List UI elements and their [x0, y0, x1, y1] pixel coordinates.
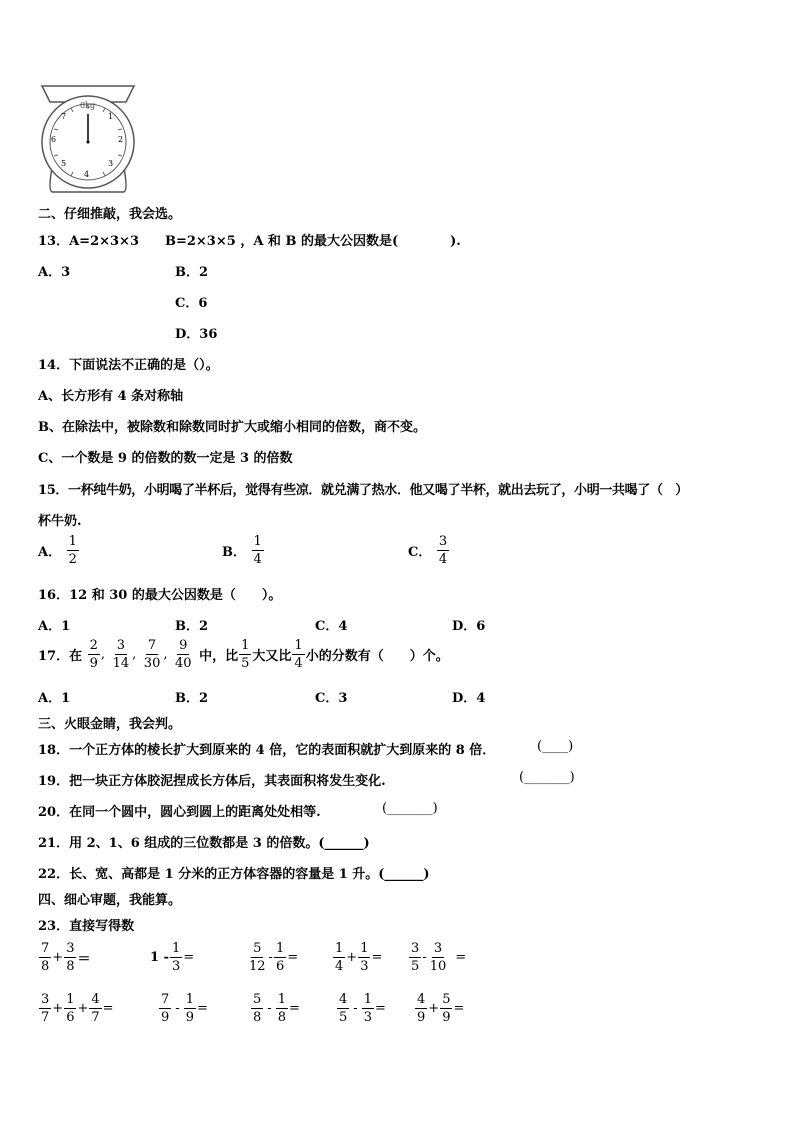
option-letter: C．	[408, 545, 432, 560]
operator: +	[52, 950, 64, 965]
denominator: 14	[112, 656, 130, 671]
operator: +	[428, 1001, 440, 1016]
scale-number-1: 1	[108, 112, 114, 121]
question-15-option-a	[38, 535, 80, 566]
question-16-option-b: B．2	[175, 619, 209, 634]
numerator: 7	[41, 941, 50, 956]
scale-number-2: 2	[118, 135, 124, 144]
question-18-blank[interactable]: (____)	[537, 739, 574, 754]
q17-mid1: 中，比	[199, 649, 239, 664]
equals: =	[183, 950, 195, 965]
fraction	[437, 535, 449, 566]
scale-number-7: 7	[61, 112, 67, 121]
denominator: 9	[442, 1010, 451, 1025]
fraction	[292, 639, 304, 670]
denominator: 9	[417, 1010, 426, 1025]
numerator: 1	[360, 941, 369, 956]
numerator: 1	[185, 992, 194, 1007]
numerator: 5	[253, 992, 262, 1007]
fraction	[252, 535, 264, 566]
denominator: 5	[241, 656, 250, 671]
question-13-option-c: C．6	[175, 296, 208, 311]
question-16-option-c: C．4	[315, 619, 348, 634]
operator: -	[353, 1001, 358, 1016]
calc-expression-r1-2	[150, 942, 194, 973]
numerator: 3	[411, 941, 420, 956]
section-heading-calc: 四、细心审题，我能算。	[38, 893, 182, 908]
scale-number-4: 4	[84, 170, 90, 179]
fraction	[184, 993, 196, 1024]
fraction	[239, 639, 251, 670]
calc-expression-r1-5	[408, 942, 466, 973]
fraction	[89, 993, 101, 1024]
fraction	[39, 993, 51, 1024]
denominator: 6	[66, 1010, 75, 1025]
fraction	[362, 993, 374, 1024]
question-14-option-b: B、在除法中，被除数和除数同时扩大或缩小相同的倍数，商不变。	[38, 420, 426, 435]
question-15-option-c	[408, 535, 450, 566]
question-16-stem: 16．12 和 30 的最大公因数是（ ）。	[38, 588, 282, 603]
numerator: 1	[277, 992, 286, 1007]
q17-post: 小的分数有（ ）个。	[305, 649, 449, 664]
fraction	[415, 993, 427, 1024]
denominator: 5	[411, 959, 420, 974]
numerator: 9	[179, 638, 188, 653]
equals: =	[288, 1001, 300, 1016]
q17-mid2: 大又比	[252, 649, 292, 664]
equals: =	[455, 950, 467, 965]
operator: -	[267, 1001, 272, 1016]
question-19-blank[interactable]: (_______)	[519, 770, 575, 785]
question-17-option-c: C．3	[315, 691, 348, 706]
numerator: 1	[253, 534, 262, 549]
fraction	[159, 993, 171, 1024]
numerator: 3	[66, 941, 75, 956]
fraction	[111, 639, 132, 670]
numerator: 7	[161, 992, 170, 1007]
numerator: 2	[89, 638, 98, 653]
question-14-option-a: A、长方形有 4 条对称轴	[38, 389, 184, 404]
comma: ,	[163, 647, 168, 662]
fraction	[247, 942, 268, 973]
question-17-stem	[38, 639, 449, 670]
question-14-option-c: C、一个数是 9 的倍数的数一定是 3 的倍数	[38, 451, 293, 466]
denominator: 10	[429, 959, 447, 974]
fraction	[64, 942, 76, 973]
comma: ,	[100, 647, 106, 662]
numerator: 3	[433, 941, 443, 956]
question-22-stem: 22．长、宽、高都是 1 分米的正方体容器的容量是 1 升。(______)	[38, 867, 430, 882]
question-16-option-a: A．1	[38, 619, 71, 634]
denominator: 30	[143, 656, 161, 671]
fraction	[39, 942, 51, 973]
fraction	[337, 993, 349, 1024]
denominator: 4	[294, 656, 303, 671]
numerator: 5	[253, 941, 262, 956]
question-13-option-d: D．36	[175, 327, 218, 342]
denominator: 4	[253, 552, 262, 567]
denominator: 8	[66, 959, 75, 974]
denominator: 7	[41, 1010, 50, 1025]
numerator: 1	[275, 941, 285, 956]
equals: =	[453, 1001, 465, 1016]
fraction	[428, 942, 449, 973]
scale-number-3: 3	[108, 159, 114, 168]
operator: +	[346, 950, 358, 965]
denominator: 4	[438, 552, 448, 567]
calc-expression-r1-4	[332, 942, 382, 973]
comma: ,	[132, 647, 137, 662]
scale-number-6: 6	[51, 135, 57, 144]
equals: =	[102, 1001, 114, 1016]
denominator: 9	[89, 656, 98, 671]
fraction	[440, 993, 452, 1024]
fraction	[274, 942, 286, 973]
operator: -	[175, 1001, 180, 1016]
numerator: 3	[438, 534, 448, 549]
numerator: 1	[241, 638, 250, 653]
question-13-option-b: B．2	[175, 265, 209, 280]
question-23-stem: 23．直接写得数	[38, 919, 135, 934]
numerator: 3	[116, 638, 125, 653]
fraction	[358, 942, 370, 973]
question-13-stem: 13．A=2×3×3 B=2×3×5 ，A 和 B 的最大公因数是( ).	[38, 234, 461, 249]
denominator: 3	[360, 959, 369, 974]
numerator: 5	[442, 992, 451, 1007]
question-17-option-d: D．4	[452, 691, 486, 706]
denominator: 4	[335, 959, 344, 974]
calc-expression-r1-1	[38, 942, 90, 973]
question-17-option-a: A．1	[38, 691, 71, 706]
denominator: 3	[363, 1010, 372, 1025]
equals: =	[287, 950, 299, 965]
numerator: 1	[68, 534, 77, 549]
denominator: 7	[91, 1010, 100, 1025]
fraction	[333, 942, 345, 973]
denominator: 9	[185, 1010, 194, 1025]
fraction	[276, 993, 288, 1024]
operator: +	[52, 1001, 64, 1016]
question-14-stem: 14．下面说法不正确的是（）。	[38, 358, 219, 373]
fraction	[64, 993, 76, 1024]
denominator: 8	[41, 959, 50, 974]
numerator: 4	[339, 992, 348, 1007]
fraction	[173, 639, 194, 670]
calc-expression-r2-3	[250, 993, 300, 1024]
prefix: 1 -	[150, 950, 169, 965]
question-18-stem: 18．一个正方体的棱长扩大到原来的 4 倍，它的表面积就扩大到原来的 8 倍．	[38, 743, 496, 758]
question-17-option-b: B．2	[175, 691, 209, 706]
calc-expression-r1-3	[246, 942, 298, 973]
option-letter: A．	[38, 545, 62, 560]
equals: =	[374, 1001, 386, 1016]
question-15-stem-line1: 15．一杯纯牛奶，小明喝了半杯后，觉得有些凉．就兑满了热水．他又喝了半杯，就出去玩了，小明一共喝了（ ）	[38, 483, 688, 498]
numerator: 4	[91, 992, 100, 1007]
question-19-stem: 19．把一块正方体胶泥捏成长方体后，其表面积将发生变化.	[38, 774, 386, 789]
question-16-option-d: D．6	[452, 619, 486, 634]
fraction	[142, 639, 163, 670]
option-letter: B．	[222, 545, 246, 560]
section-heading-judge: 三、火眼金睛，我会判。	[38, 717, 182, 732]
calc-expression-r2-2	[158, 993, 208, 1024]
fraction	[409, 942, 421, 973]
scale-number-5: 5	[61, 159, 67, 168]
denominator: 12	[249, 959, 266, 974]
denominator: 6	[275, 959, 285, 974]
numerator: 1	[363, 992, 372, 1007]
scale-zero-label: 0kg	[80, 101, 96, 110]
numerator: 4	[417, 992, 426, 1007]
calc-expression-r2-1	[38, 993, 114, 1024]
fraction	[67, 535, 79, 566]
section-heading-choice: 二、仔细推敲，我会选。	[38, 207, 182, 222]
fraction	[88, 639, 100, 670]
operator: +	[77, 1001, 89, 1016]
denominator: 2	[68, 552, 77, 567]
equals: =	[371, 950, 383, 965]
numerator: 1	[294, 638, 303, 653]
denominator: 9	[161, 1010, 170, 1025]
q17-pre: 17．在	[38, 649, 83, 664]
operator: -	[268, 950, 273, 965]
numerator: 7	[147, 638, 157, 653]
denominator: 8	[253, 1010, 262, 1025]
fraction	[170, 942, 182, 973]
equals: ＝	[77, 952, 91, 967]
operator: -	[422, 950, 427, 965]
question-13-option-a: A．3	[38, 265, 71, 280]
denominator: 3	[171, 959, 181, 974]
numerator: 3	[41, 992, 50, 1007]
calc-expression-r2-5	[414, 993, 464, 1024]
denominator: 5	[339, 1010, 348, 1025]
equals: =	[196, 1001, 208, 1016]
question-15-option-b	[222, 535, 265, 566]
numerator: 1	[171, 941, 181, 956]
question-21-stem: 21．用 2、1、6 组成的三位数都是 3 的倍数。(______)	[38, 836, 370, 851]
fraction	[251, 993, 263, 1024]
denominator: 40	[175, 656, 192, 671]
question-20-blank[interactable]: (_______)	[382, 801, 438, 816]
calc-expression-r2-4	[336, 993, 386, 1024]
denominator: 8	[277, 1010, 286, 1025]
numerator: 1	[66, 992, 75, 1007]
question-15-stem-line2: 杯牛奶.	[38, 514, 82, 529]
question-20-stem: 20．在同一个圆中，圆心到圆上的距离处处相等.	[38, 805, 321, 820]
numerator: 1	[335, 941, 344, 956]
